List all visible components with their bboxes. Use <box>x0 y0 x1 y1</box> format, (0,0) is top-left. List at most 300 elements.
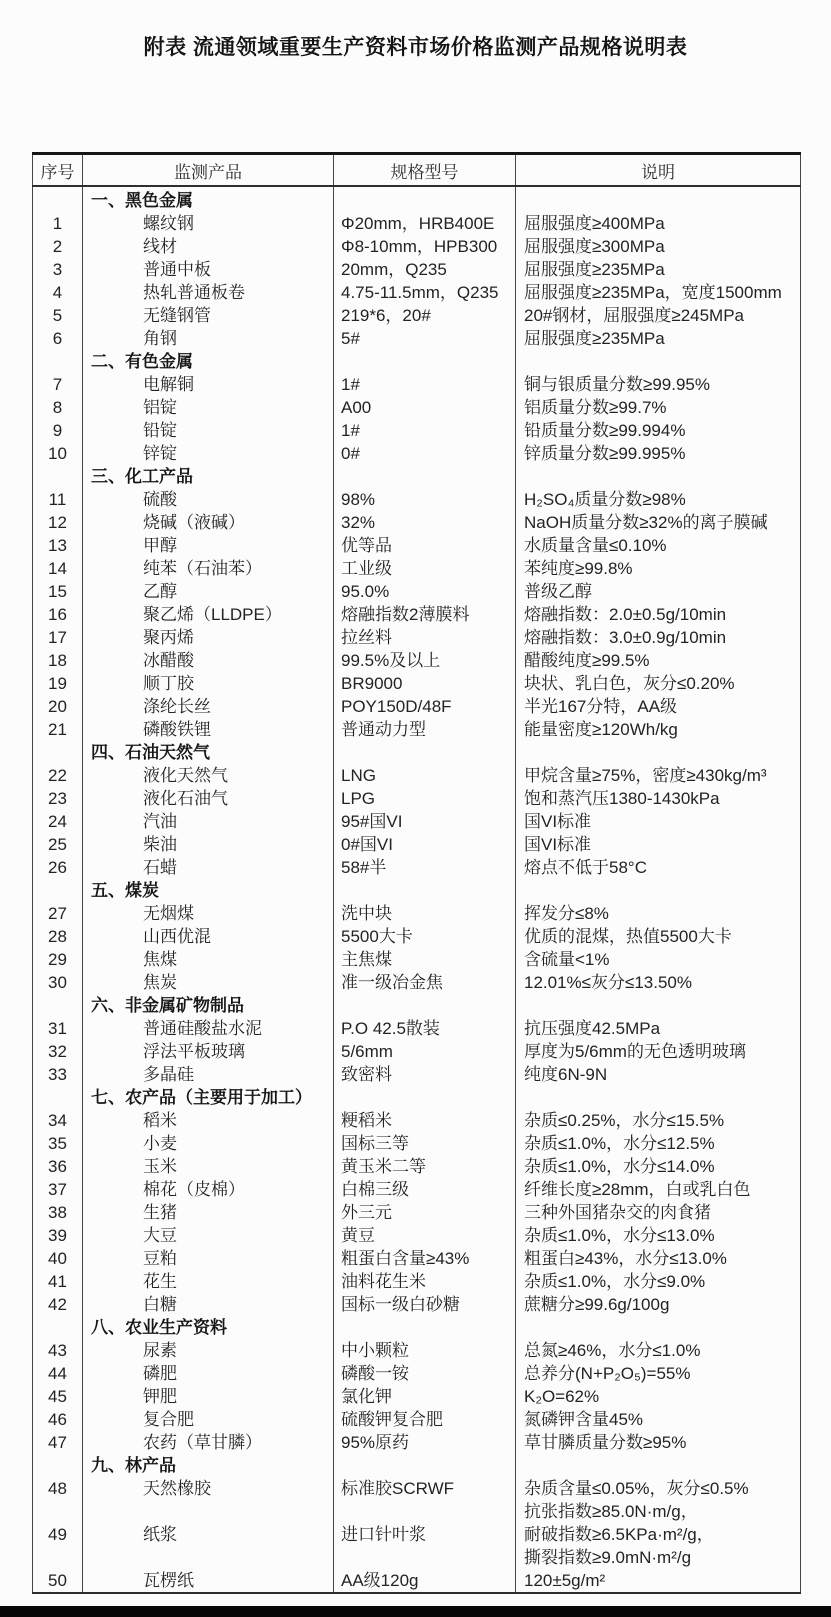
table-row <box>33 1109 801 1132</box>
table-row <box>33 925 801 948</box>
product-name: 无烟煤 <box>83 902 334 925</box>
column-header-description: 说明 <box>516 154 801 187</box>
spec-value: 磷酸一铵 <box>334 1362 516 1385</box>
product-name: 冰醋酸 <box>83 649 334 672</box>
description-line: 12.01%≤灰分≤13.50% <box>524 973 692 992</box>
product-name: 角钢 <box>83 327 334 350</box>
product-name: 烧碱（液碱） <box>83 511 334 534</box>
spec-value: 1# <box>334 419 516 442</box>
row-number: 5 <box>52 306 63 325</box>
description-line: 熔点不低于58°C <box>524 858 647 877</box>
description-line: 杂质≤1.0%，水分≤12.5% <box>524 1134 715 1153</box>
table-row <box>33 1155 801 1178</box>
description <box>516 235 801 258</box>
description <box>516 902 801 925</box>
product-name: 电解铜 <box>83 373 334 396</box>
section-row <box>33 741 801 764</box>
description <box>516 580 801 603</box>
row-number: 24 <box>48 812 67 831</box>
table-row <box>33 1201 801 1224</box>
table-row <box>33 672 801 695</box>
spec-value: 粗蛋白含量≥43% <box>334 1247 516 1270</box>
product-name: 铝锭 <box>83 396 334 419</box>
table-row <box>33 1569 801 1593</box>
spec-value: POY150D/48F <box>334 695 516 718</box>
spec-value: 98% <box>334 488 516 511</box>
description <box>516 1339 801 1362</box>
table-row <box>33 1132 801 1155</box>
description <box>516 948 801 971</box>
description <box>516 1247 801 1270</box>
spec-table-container <box>32 152 800 1594</box>
description-line: 熔融指数：3.0±0.9g/10min <box>524 628 727 647</box>
table-body <box>33 186 801 1593</box>
table-row <box>33 1362 801 1385</box>
section-row <box>33 1086 801 1109</box>
product-name: 玉米 <box>83 1155 334 1178</box>
row-number: 26 <box>48 858 67 877</box>
description-line: 国VI标准 <box>524 835 592 854</box>
row-number: 14 <box>48 559 67 578</box>
description <box>516 442 801 465</box>
description-line: 总养分(N+P₂O₅)=55% <box>524 1364 691 1383</box>
row-number: 13 <box>48 536 67 555</box>
table-row <box>33 1431 801 1454</box>
spec-value <box>334 1454 516 1477</box>
description-line: 杂质≤1.0%，水分≤9.0% <box>524 1272 706 1291</box>
product-name: 磷酸铁锂 <box>83 718 334 741</box>
description <box>516 971 801 994</box>
row-number: 28 <box>48 927 67 946</box>
section-row <box>33 350 801 373</box>
spec-value: 准一级冶金焦 <box>334 971 516 994</box>
description-line: 厚度为5/6mm的无色透明玻璃 <box>524 1042 746 1061</box>
section-label: 九、林产品 <box>83 1454 334 1477</box>
description <box>516 833 801 856</box>
description-line: 能量密度≥120Wh/kg <box>524 720 678 739</box>
section-row <box>33 994 801 1017</box>
row-number <box>33 741 83 764</box>
spec-value: 中小颗粒 <box>334 1339 516 1362</box>
spec-value: 1# <box>334 373 516 396</box>
description-line: 耐破指数≥6.5KPa·m²/g， <box>524 1525 714 1544</box>
description <box>516 557 801 580</box>
description <box>516 186 801 212</box>
spec-value <box>334 994 516 1017</box>
row-number: 12 <box>48 513 67 532</box>
column-header-number: 序号 <box>33 154 83 187</box>
description <box>516 925 801 948</box>
description-line: 铝质量分数≥99.7% <box>524 398 667 417</box>
row-number: 29 <box>48 950 67 969</box>
row-number: 36 <box>48 1157 67 1176</box>
product-name: 尿素 <box>83 1339 334 1362</box>
description <box>516 1270 801 1293</box>
spec-value: 219*6，20# <box>334 304 516 327</box>
row-number <box>33 1086 83 1109</box>
description-line: 挥发分≤8% <box>524 904 609 923</box>
description-line: 饱和蒸汽压1380-1430kPa <box>524 789 720 808</box>
product-name: 天然橡胶 <box>83 1477 334 1523</box>
page-title: 附表 流通领域重要生产资料市场价格监测产品规格说明表 <box>143 36 688 59</box>
description <box>516 1477 801 1523</box>
description-line: 纯度6N-9N <box>524 1065 608 1084</box>
product-name: 普通中板 <box>83 258 334 281</box>
table-row <box>33 971 801 994</box>
table-row <box>33 1040 801 1063</box>
row-number: 43 <box>48 1341 67 1360</box>
row-number: 47 <box>48 1433 67 1452</box>
description <box>516 1017 801 1040</box>
description <box>516 695 801 718</box>
spec-value: LPG <box>334 787 516 810</box>
row-number: 25 <box>48 835 67 854</box>
row-number: 19 <box>48 674 67 693</box>
product-name: 大豆 <box>83 1224 334 1247</box>
table-row <box>33 419 801 442</box>
product-name: 石蜡 <box>83 856 334 879</box>
product-name: 热轧普通板卷 <box>83 281 334 304</box>
row-number: 31 <box>48 1019 67 1038</box>
description <box>516 304 801 327</box>
description-line: 杂质≤1.0%，水分≤13.0% <box>524 1226 715 1245</box>
row-number: 22 <box>48 766 67 785</box>
spec-value: A00 <box>334 396 516 419</box>
description-line: 醋酸纯度≥99.5% <box>524 651 650 670</box>
row-number: 17 <box>48 628 67 647</box>
description <box>516 1385 801 1408</box>
description-line: 含硫量<1% <box>524 950 610 969</box>
spec-value: P.O 42.5散装 <box>334 1017 516 1040</box>
product-name: 焦煤 <box>83 948 334 971</box>
product-name: 生猪 <box>83 1201 334 1224</box>
row-number: 41 <box>48 1272 67 1291</box>
spec-value: Φ20mm，HRB400E <box>334 212 516 235</box>
description-line: 杂质含量≤0.05%，灰分≤0.5% <box>524 1479 749 1498</box>
description-line: 苯纯度≥99.8% <box>524 559 633 578</box>
table-row <box>33 948 801 971</box>
row-number <box>33 350 83 373</box>
table-row <box>33 856 801 879</box>
description-line: NaOH质量分数≥32%的离子膜碱 <box>524 513 768 532</box>
description <box>516 419 801 442</box>
row-number: 50 <box>48 1571 67 1590</box>
row-number <box>33 879 83 902</box>
row-number: 49 <box>48 1525 67 1544</box>
product-name: 硫酸 <box>83 488 334 511</box>
table-row <box>33 787 801 810</box>
column-header-spec: 规格型号 <box>334 154 516 187</box>
product-name: 稻米 <box>83 1109 334 1132</box>
spec-value: 氯化钾 <box>334 1385 516 1408</box>
spec-value: 0# <box>334 442 516 465</box>
product-name: 多晶硅 <box>83 1063 334 1086</box>
product-name: 瓦楞纸 <box>83 1569 334 1593</box>
description <box>516 994 801 1017</box>
product-name: 螺纹钢 <box>83 212 334 235</box>
description <box>516 1224 801 1247</box>
row-number: 45 <box>48 1387 67 1406</box>
description <box>516 511 801 534</box>
row-number: 32 <box>48 1042 67 1061</box>
spec-value: 20mm，Q235 <box>334 258 516 281</box>
description-line: 铜与银质量分数≥99.95% <box>524 375 710 394</box>
table-row <box>33 1385 801 1408</box>
spec-value: 洗中块 <box>334 902 516 925</box>
description-line: 抗压强度42.5MPa <box>524 1019 661 1038</box>
description <box>516 856 801 879</box>
description-line: 屈服强度≥300MPa <box>524 237 665 256</box>
row-number: 6 <box>52 329 63 348</box>
spec-value: 95.0% <box>334 580 516 603</box>
row-number <box>33 994 83 1017</box>
description-line: 国VI标准 <box>524 812 592 831</box>
section-label: 七、农产品（主要用于加工） <box>83 1086 334 1109</box>
spec-value: 5# <box>334 327 516 350</box>
description-line: 粗蛋白≥43%，水分≤13.0% <box>524 1249 727 1268</box>
description-line: 杂质≤1.0%，水分≤14.0% <box>524 1157 715 1176</box>
description-line: 块状、乳白色，灰分≤0.20% <box>524 674 735 693</box>
table-row <box>33 902 801 925</box>
description-line: 纤维长度≥28mm，白或乳白色 <box>524 1180 751 1199</box>
description <box>516 488 801 511</box>
row-number: 11 <box>48 490 67 509</box>
description <box>516 1569 801 1593</box>
description <box>516 603 801 626</box>
table-row <box>33 1270 801 1293</box>
table-row <box>33 258 801 281</box>
description <box>516 1132 801 1155</box>
table-row <box>33 511 801 534</box>
spec-value: 黄玉米二等 <box>334 1155 516 1178</box>
table-row <box>33 764 801 787</box>
product-name: 乙醇 <box>83 580 334 603</box>
table-row <box>33 626 801 649</box>
description <box>516 1155 801 1178</box>
spec-value: 致密料 <box>334 1063 516 1086</box>
description-line: 草甘膦质量分数≥95% <box>524 1433 687 1452</box>
row-number: 38 <box>48 1203 67 1222</box>
spec-value: LNG <box>334 764 516 787</box>
product-name: 普通硅酸盐水泥 <box>83 1017 334 1040</box>
product-name: 顺丁胶 <box>83 672 334 695</box>
table-row <box>33 718 801 741</box>
description <box>516 718 801 741</box>
row-number: 20 <box>48 697 67 716</box>
spec-value: 99.5%及以上 <box>334 649 516 672</box>
spec-value: 进口针叶浆 <box>334 1523 516 1569</box>
section-label: 四、石油天然气 <box>83 741 334 764</box>
description-line: 氮磷钾含量45% <box>524 1410 644 1429</box>
table-row <box>33 212 801 235</box>
spec-value: 5500大卡 <box>334 925 516 948</box>
row-number <box>33 186 83 212</box>
section-row <box>33 1454 801 1477</box>
product-name: 纯苯（石油苯） <box>83 557 334 580</box>
spec-value <box>334 741 516 764</box>
description-line: K₂O=62% <box>524 1387 600 1406</box>
spec-value: 95%原药 <box>334 1431 516 1454</box>
description <box>516 1316 801 1339</box>
table-row <box>33 557 801 580</box>
description-line: 优质的混煤，热值5500大卡 <box>524 927 732 946</box>
section-label: 五、煤炭 <box>83 879 334 902</box>
description <box>516 1040 801 1063</box>
spec-value: 国标三等 <box>334 1132 516 1155</box>
table-row <box>33 488 801 511</box>
description-line: 屈服强度≥400MPa <box>524 214 665 233</box>
row-number: 30 <box>48 973 67 992</box>
description <box>516 626 801 649</box>
spec-value <box>334 879 516 902</box>
row-number: 16 <box>48 605 67 624</box>
description <box>516 649 801 672</box>
spec-value: 0#国VI <box>334 833 516 856</box>
description-line: 蔗糖分≥99.6g/100g <box>524 1295 670 1314</box>
spec-value <box>334 465 516 488</box>
row-number: 23 <box>48 789 67 808</box>
description-line: 撕裂指数≥9.0mN·m²/g <box>524 1548 692 1567</box>
section-label: 一、黑色金属 <box>83 186 334 212</box>
description-line: 屈服强度≥235MPa <box>524 329 665 348</box>
spec-value: Φ8-10mm，HPB300 <box>334 235 516 258</box>
product-name: 棉花（皮棉） <box>83 1178 334 1201</box>
description <box>516 258 801 281</box>
table-row <box>33 281 801 304</box>
table-row <box>33 235 801 258</box>
spec-value: 优等品 <box>334 534 516 557</box>
spec-value: 5/6mm <box>334 1040 516 1063</box>
table-row <box>33 442 801 465</box>
description <box>516 764 801 787</box>
table-header <box>33 154 801 187</box>
description <box>516 879 801 902</box>
product-name: 汽油 <box>83 810 334 833</box>
description-line: 20#钢材，屈服强度≥245MPa <box>524 306 745 325</box>
section-label: 六、非金属矿物制品 <box>83 994 334 1017</box>
table-row <box>33 649 801 672</box>
column-header-product: 监测产品 <box>83 154 334 187</box>
description <box>516 534 801 557</box>
spec-value: 普通动力型 <box>334 718 516 741</box>
row-number: 1 <box>52 214 63 233</box>
product-name: 聚乙烯（LLDPE） <box>83 603 334 626</box>
section-row <box>33 1316 801 1339</box>
table-row <box>33 1063 801 1086</box>
row-number <box>33 465 83 488</box>
row-number: 10 <box>48 444 67 463</box>
description <box>516 1178 801 1201</box>
page-bottom-edge <box>0 1606 831 1617</box>
row-number: 4 <box>52 283 63 302</box>
product-name: 柴油 <box>83 833 334 856</box>
description <box>516 465 801 488</box>
table-row <box>33 1339 801 1362</box>
description <box>516 350 801 373</box>
spec-value: 4.75-11.5mm，Q235 <box>334 281 516 304</box>
product-name: 焦炭 <box>83 971 334 994</box>
description-line: 杂质≤0.25%，水分≤15.5% <box>524 1111 725 1130</box>
section-label: 二、有色金属 <box>83 350 334 373</box>
header-row <box>33 154 801 187</box>
spec-value <box>334 1316 516 1339</box>
product-name: 液化天然气 <box>83 764 334 787</box>
description-line: 水质量含量≤0.10% <box>524 536 667 555</box>
table-row <box>33 1293 801 1316</box>
description <box>516 1431 801 1454</box>
description <box>516 1523 801 1569</box>
section-label: 三、化工产品 <box>83 465 334 488</box>
spec-value: 硫酸钾复合肥 <box>334 1408 516 1431</box>
spec-value <box>334 186 516 212</box>
row-number: 35 <box>48 1134 67 1153</box>
row-number <box>33 1454 83 1477</box>
description <box>516 1109 801 1132</box>
row-number: 3 <box>52 260 63 279</box>
description <box>516 212 801 235</box>
row-number: 44 <box>48 1364 67 1383</box>
description-line: H₂SO₄质量分数≥98% <box>524 490 686 509</box>
description <box>516 741 801 764</box>
description-line: 铅质量分数≥99.994% <box>524 421 686 440</box>
spec-table <box>32 152 801 1594</box>
product-name: 聚丙烯 <box>83 626 334 649</box>
table-row <box>33 373 801 396</box>
spec-value: AA级120g <box>334 1569 516 1593</box>
description <box>516 281 801 304</box>
spec-value: 58#半 <box>334 856 516 879</box>
description-line: 屈服强度≥235MPa <box>524 260 665 279</box>
spec-value: 国标一级白砂糖 <box>334 1293 516 1316</box>
row-number: 40 <box>48 1249 67 1268</box>
description <box>516 1293 801 1316</box>
product-name: 山西优混 <box>83 925 334 948</box>
spec-value: 油料花生米 <box>334 1270 516 1293</box>
row-number: 18 <box>48 651 67 670</box>
product-name: 豆粕 <box>83 1247 334 1270</box>
product-name: 复合肥 <box>83 1408 334 1431</box>
description <box>516 787 801 810</box>
spec-value: 外三元 <box>334 1201 516 1224</box>
table-row <box>33 327 801 350</box>
row-number: 46 <box>48 1410 67 1429</box>
spec-value: 标准胶SCRWF <box>334 1477 516 1523</box>
section-row <box>33 465 801 488</box>
row-number: 37 <box>48 1180 67 1199</box>
row-number: 42 <box>48 1295 67 1314</box>
spec-value: 拉丝料 <box>334 626 516 649</box>
description-line: 总氮≥46%，水分≤1.0% <box>524 1341 701 1360</box>
spec-value: 白棉三级 <box>334 1178 516 1201</box>
description-line: 三种外国猪杂交的肉食猪 <box>524 1203 711 1222</box>
spec-value: 主焦煤 <box>334 948 516 971</box>
row-number: 48 <box>48 1479 67 1498</box>
description <box>516 1362 801 1385</box>
product-name: 甲醇 <box>83 534 334 557</box>
table-row <box>33 534 801 557</box>
product-name: 浮法平板玻璃 <box>83 1040 334 1063</box>
description <box>516 1408 801 1431</box>
table-row <box>33 810 801 833</box>
product-name: 无缝钢管 <box>83 304 334 327</box>
description <box>516 810 801 833</box>
product-name: 农药（草甘膦） <box>83 1431 334 1454</box>
product-name: 锌锭 <box>83 442 334 465</box>
table-row <box>33 1017 801 1040</box>
description-line: 熔融指数：2.0±0.5g/10min <box>524 605 727 624</box>
spec-value <box>334 1086 516 1109</box>
description-line: 半光167分特，AA级 <box>524 697 678 716</box>
